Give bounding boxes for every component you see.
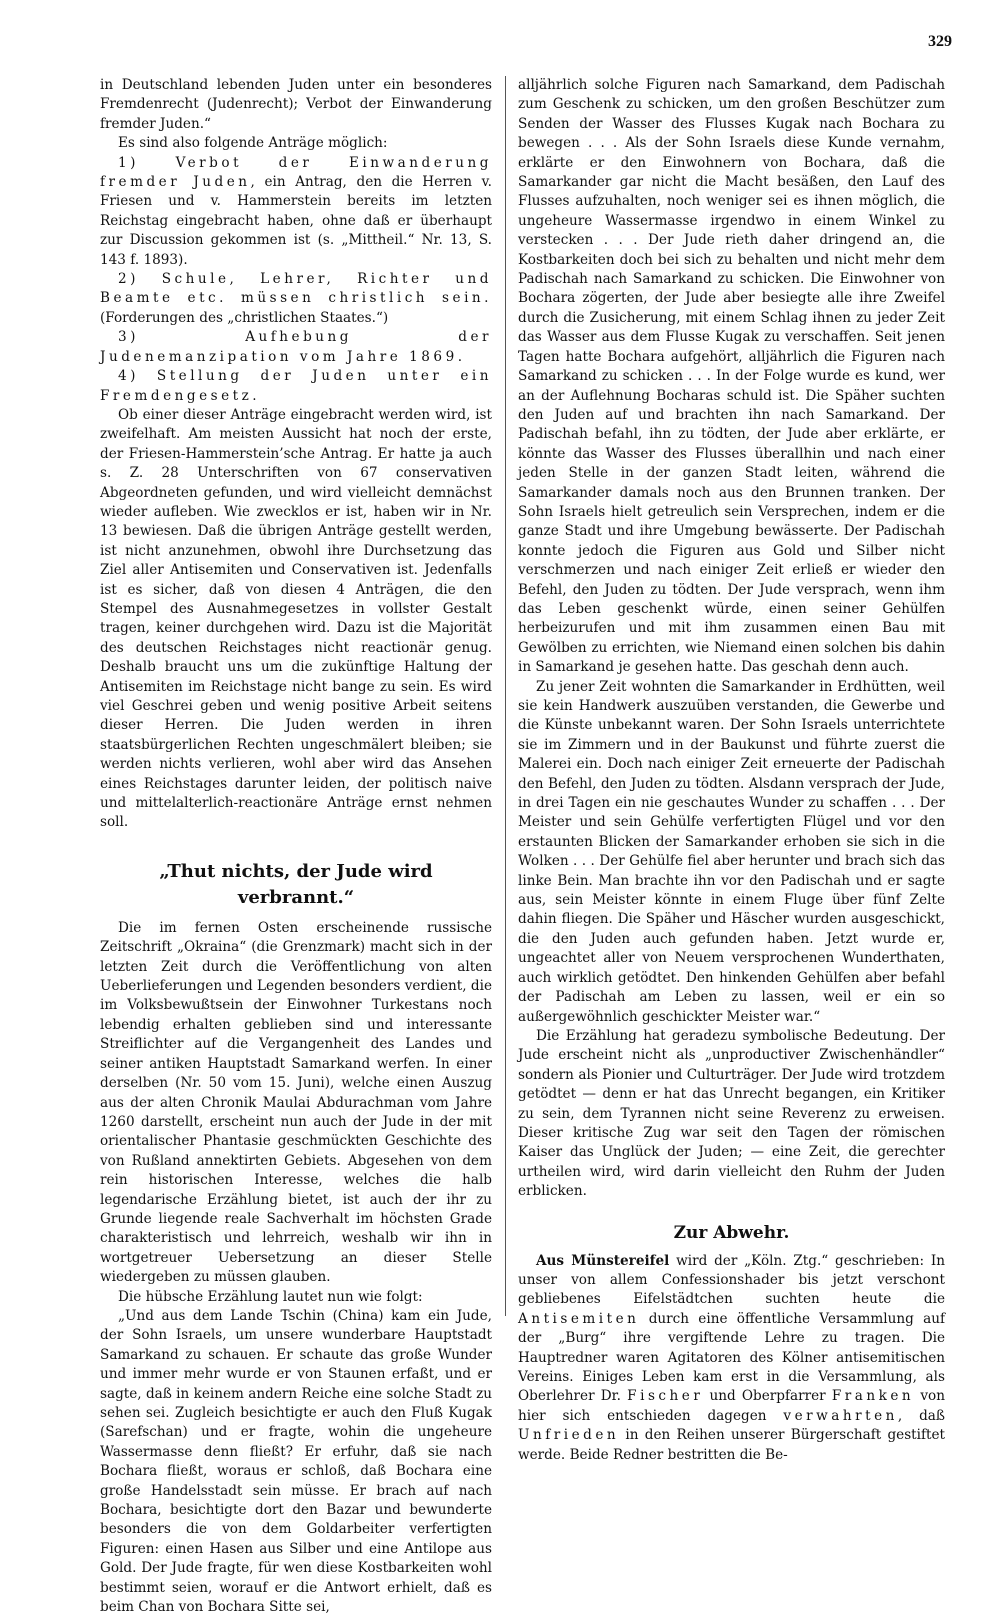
paragraph: Zu jener Zeit wohnten die Samarkander in Erdhütten, weil sie kein Handwerk auszuüben verstanden, die Gewerbe und die Künste unbekannt waren. Der Sohn Israels unterrichtete sie im Zimmern und in der Baukunst und führte zuerst die Malerei ein. Doch nach einiger Zeit erneuerte der Padischah den Befehl, den Juden zu tödten. Alsdann versprach der Jude, in drei Tagen ein nie geschautes Wunder zu schaffen . . . Der Meister und sein Gehülfe verfertigten Flügel und vor den erstaunten Blicken der Samarkander erhoben sie sich in die Wolken . . . Der Gehülfe fiel aber herunter und brach sich das linke Bein. Man brachte ihn vor den Padischah und er sagte aus, sein Meister könnte in einem Fluge über fünf Zelte dahin fliegen. Die Späher und Häscher wurden ausgeschickt, die den Juden auch gefunden haben. Jetzt wurde er, ungeachtet aller von Neuem versprochenen Wunderthaten, auch wirklich getödtet. Den hinkenden Gehülfen aber befahl der Padischah am Leben zu lassen, weil er ein so außergewöhnlich geschickter Meister war.“ xyxy=(518,678,945,1025)
text-run: in den Reihen unserer Bürgerschaft gestiftet werde. Beide Redner bestritten die Be- xyxy=(518,1427,945,1463)
text-run: von hier sich entschieden dagegen xyxy=(518,1388,945,1424)
place-name: Aus Münstereifel xyxy=(536,1252,670,1269)
paragraph: Die hübsche Erzählung lautet nun wie folgt: xyxy=(118,1288,423,1305)
paragraph xyxy=(518,1252,945,1465)
paragraph: Die Erzählung hat geradezu symbolische Bedeutung. Der Jude erscheint nicht als „unproductiver Zwischenhändler“ sondern als Pionier und Culturträger. Der Jude wird trotzdem getödtet — denn er hat das Unrecht begangen, ein Kritiker zu sein, dem Tyrannen nicht seine Reverenz zu erweisen. Dieser kritische Zug war seit den Tagen der römischen Kaiser das Unglück der Juden; — eine Zeit, die gerechter urtheilen wird, wird darin vielleicht den Ruhm der Juden erblicken. xyxy=(518,1027,945,1200)
emphasis: Unfrieden xyxy=(518,1427,620,1444)
motion-title: 1) Verbot der Einwanderung fremder Juden xyxy=(100,154,492,191)
paragraph: in Deutschland lebenden Juden unter ein besonderes Fremdenrecht (Judenrecht); Verbot der Einwanderung fremder Juden.“ xyxy=(100,77,492,132)
text-run: wird der „Köln. Ztg.“ geschrieben: In unser von allem Confessionshader bis jetzt verschont gebliebenes Eifelstädtchen suchten heute die xyxy=(518,1252,945,1308)
motion-title: 4) Stellung der Juden unter ein Fremdengesetz. xyxy=(100,368,492,404)
text-run: , daß xyxy=(897,1407,945,1424)
paragraph: Es sind also folgende Anträge möglich: xyxy=(118,135,388,152)
paragraph: alljährlich solche Figuren nach Samarkand, dem Padischah zum Geschenk zu schicken, um den großen Beschützer zum Senden der Wasser des Flusses Kugak nach Bochara zu bewegen . . . Als der Sohn Israels diese Kunde vernahm, erklärte er den Einwohnern von Bochara, daß die Samarkander gar nicht die Macht besäßen, den Lauf des Flusses aufzuhalten, noch weniger sei es ihnen möglich, die ungeheure Wassermasse irgendwo in einem Winkel zu verstecken . . . Der Jude rieth daher dringend an, die Kostbarkeiten doch bei sich zu behalten und nicht mehr dem Padischah nach Samarkand zu schicken. Die Einwohner von Bochara zögerten, der Jude aber besiegte alle ihre Zweifel durch die Zusicherung, mit einem Schlag ihnen zu jeder Zeit das Wasser aus dem Flusse Kugak zu verschaffen. Seit jenen Tagen hatte Bochara aufgehört, alljährlich die Figuren nach Samarkand zu schicken . . . In der Folge wurde es kund, wer an der Auflehnung Bocharas schuld ist. Die Späher suchten den Juden auf und brachten ihn nach Samarkand. Der Padischah befahl, ihn zu tödten, der Jude aber erklärte, er könnte das Wasser des Flusses überallhin und nach einer jeden Stelle in der ganzen Stadt leiten, während die Samarkander damals noch aus den Brunnen tranken. Der Sohn Israels hielt getreulich sein Versprechen, indem er die ganze Stadt und ihre Umgebung bewässerte. Der Padischah konnte jedoch die Figuren aus Gold und Silber nicht verschmerzen und nach einiger Zeit erließ er wieder den Befehl, den Juden zu tödten. Der Jude versprach, wenn ihm das Leben geschenkt würde, einen seiner Gehülfen herbeizurufen und mit ihm zusammen einen Bau mit Gewölben zu errichten, wie Niemand einen solchen bis dahin in Samarkand je gesehen hatte. Das geschah denn auch. xyxy=(518,77,945,676)
paragraph: „Und aus dem Lande Tschin (China) kam ein Jude, der Sohn Israels, um unsere wunderbare Hauptstadt Samarkand zu schauen. Er schaute das große Wunder und immer mehr wurde er von Staunen erfaßt, und er sagte, daß in keinem andern Reiche eine solche Stadt zu sehen sei. Zugleich besichtigte er auch den Fluß Kugak (Sarefschan) und er fragte, wohin die ungeheure Wassermasse denn fließt? Er erfuhr, daß sie nach Bochara fließt, woraus er schloß, daß Bochara eine große Handelsstadt sein müsse. Er brach auf nach Bochara, besichtigte dort den Bazar und bewunderte besonders die von dem Goldarbeiter verfertigten Figuren: einen Hasen aus Silber und eine Antilope aus Gold. Der Jude fragte, für wen diese Kostbarkeiten wohl bestimmt seien, worauf er die Antwort erhielt, daß es beim Chan von Bochara Sitte sei, xyxy=(100,1307,492,1616)
motion-1 xyxy=(100,154,492,270)
text-run: und Oberpfarrer xyxy=(703,1388,832,1405)
emphasis: verwahrten xyxy=(783,1407,898,1424)
motion-title: 2) Schule, Lehrer, Richter und Beamte etc. müssen christlich sein. xyxy=(100,271,492,307)
text-run: durch eine öffentliche Versammlung auf der „Burg“ ihre vergiftende Lehre zu tragen. Die Hauptredner waren Agitatoren des Kölner antisemitischen Vereins. Einiges Leben kam erst in die Versammlung, als Oberlehrer Dr. xyxy=(518,1310,945,1405)
paragraph: Die im fernen Osten erscheinende russische Zeitschrift „Okraina“ (die Grenzmark) macht sich in der letzten Zeit durch die Veröffentlichung von alten Ueberlieferungen und Legenden besonders verdient, die im Volksbewußtsein der Einwohner Turkestans noch lebendig erhalten geblieben sind und interessante Streiflichter auf die Vergangenheit des Landes und seiner antiken Hauptstadt Samarkand werfen. In einer derselben (Nr. 50 vom 15. Juni), welche einen Auszug aus der alten Chronik Maulai Abdurachman vom Jahre 1260 darstellt, erscheint nun auch der Jude in der mit orientalischer Phantasie geschmückten Geschichte des von Rußland annektirten Gebiets. Abgesehen von dem rein historischen Interesse, welches die halb legendarische Erzählung bietet, ist auch der ihr zu Grunde liegende reale Sachverhalt im höchsten Grade charakteristisch und lehrreich, weshalb wir ihn in wortgetreuer Uebersetzung an dieser Stelle wiedergeben zu müssen glauben. xyxy=(100,919,492,1286)
article-heading: „Thut nichts, der Jude wird verbrannt.“ xyxy=(159,860,433,908)
emphasis: Antisemiten xyxy=(518,1310,640,1327)
motion-text: (Forderungen des „christlichen Staates.“) xyxy=(100,309,389,326)
paragraph: Ob einer dieser Anträge eingebracht werden wird, ist zweifelhaft. Am meisten Aussicht hat noch der erste, der Friesen-Hammerstein’sche Antrag. Er hatte ja auch s. Z. 28 Unterschriften von 67 conservativen Abgeordneten gefunden, und wird vielleicht demnächst wieder aufleben. Wie zwecklos er ist, haben wir in Nr. 13 bewiesen. Daß die übrigen Anträge gestellt werden, ist nicht anzunehmen, obwohl ihre Durchsetzung das Ziel aller Antisemiten und Conservativen ist. Jedenfalls ist es sicher, daß von diesen 4 Anträgen, die den Stempel des Ausnahmegesetzes in vollster Gestalt tragen, keiner durchgehen wird. Dazu ist die Majorität des deutschen Reichstages nicht reactionär genug. Deshalb braucht uns um die zukünftige Haltung der Antisemiten im Reichstage nicht bange zu sein. Es wird viel Geschrei geben und wenig positive Arbeit seitens dieser Herren. Die Juden werden in ihren staatsbürgerlichen Rechten ungeschmälert bleiben; sie werden nichts verlieren, wohl aber wird das Ansehen eines Reichstages darunter leiden, der politisch naive und mittelalterlich-reactionäre Anträge ernst nehmen soll. xyxy=(100,406,492,831)
motion-title: 3) Aufhebung der Judenemanzipation vom Jahre 1869. xyxy=(100,329,492,365)
motion-4 xyxy=(100,367,492,406)
motion-2 xyxy=(100,270,492,328)
column-divider xyxy=(505,76,506,1316)
emphasis: Fischer xyxy=(627,1388,704,1405)
page-number: 329 xyxy=(928,33,952,50)
left-column xyxy=(100,76,492,1617)
emphasis: Franken xyxy=(831,1388,915,1405)
section-heading: Zur Abwehr. xyxy=(673,1222,790,1243)
motion-3 xyxy=(100,328,492,367)
motion-text: , ein Antrag, den die Herren v. Friesen und v. Hammerstein bereits im letzten Reichstag eingebracht haben, ohne daß er überhaupt zur Discussion gekommen ist (s. „Mittheil.“ Nr. 13, S. 143 f. 1893). xyxy=(100,174,492,268)
right-column xyxy=(518,76,945,1465)
